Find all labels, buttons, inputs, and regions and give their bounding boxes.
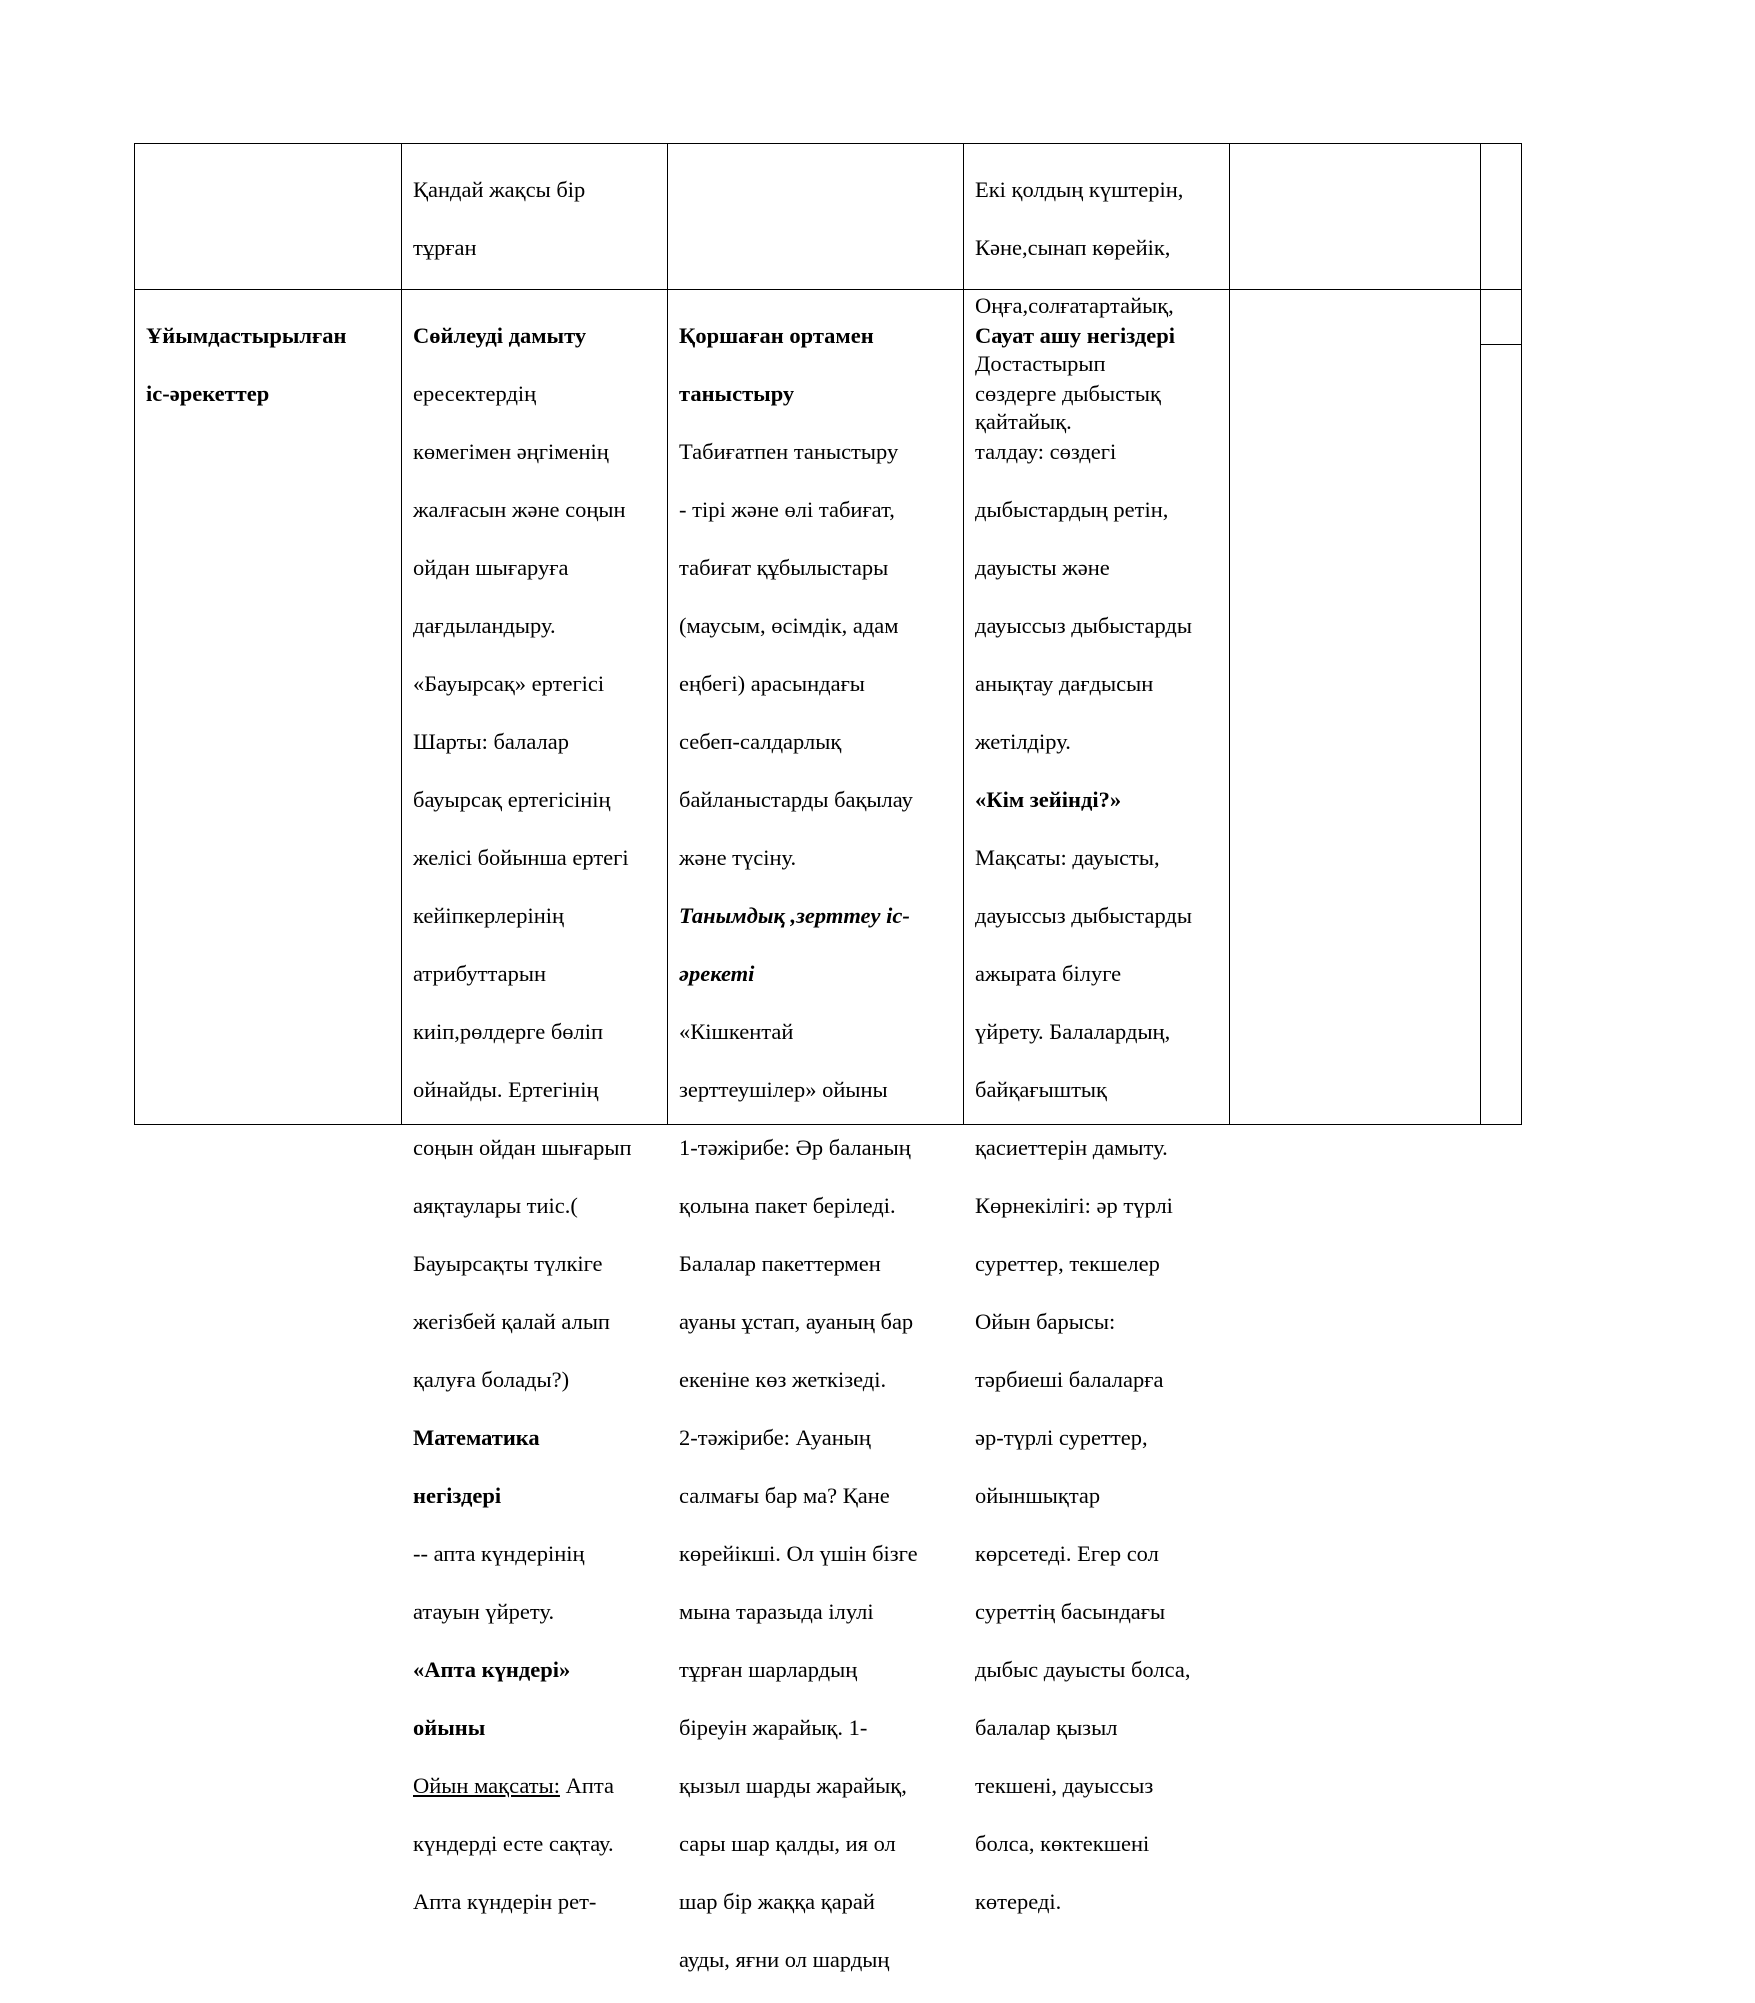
text-line: қолына пакет беріледі. [679, 1193, 896, 1218]
text-line: ересектердің [413, 381, 537, 406]
goal-text: Апта [559, 1773, 614, 1798]
text-line: ауаны ұстап, ауаның бар [679, 1309, 914, 1334]
text-line: анықтау дағдысын [975, 671, 1154, 696]
section-heading-math: Математика [413, 1425, 540, 1450]
text-line: сөздерге дыбыстық [975, 381, 1161, 406]
text-line: атауын үйрету. [413, 1599, 555, 1624]
row-divider [134, 289, 1522, 290]
text-line: дауыссыз дыбыстарды [975, 613, 1192, 638]
text-line: ойыншықтар [975, 1483, 1101, 1508]
text-line: болса, көктекшені [975, 1831, 1150, 1856]
col6-sub-divider [1480, 344, 1522, 345]
text-line: жетілдіру. [975, 729, 1071, 754]
text-line: соңын ойдан шығарып [413, 1135, 632, 1160]
text-line: жалғасын және соңын [413, 497, 626, 522]
poem-line: Достастырып [975, 351, 1106, 376]
text-line: себеп-салдарлық [679, 729, 842, 754]
section-heading-environment: Қоршаған ортамен [679, 323, 874, 348]
text-line: табиғат құбылыстары [679, 555, 889, 580]
text-line: байқағыштық [975, 1077, 1107, 1102]
text-line: дауыссыз дыбыстарды [975, 903, 1192, 928]
poem-line: тұрған [413, 235, 477, 260]
text-line: біреуін жарайық. 1- [679, 1715, 868, 1740]
text-line: 2-тәжірибе: Ауаның [679, 1425, 871, 1450]
text-line: атрибуттарын [413, 961, 546, 986]
text-line: көмегімен әңгіменің [413, 439, 609, 464]
text-line: дыбыс дауысты болса, [975, 1657, 1191, 1682]
text-line: еңбегі) арасындағы [679, 671, 865, 696]
poem-line: Қандай жақсы бір [413, 177, 586, 202]
col-divider-2 [667, 143, 668, 1125]
text-line: Көрнекілігі: әр түрлі [975, 1193, 1173, 1218]
text-line: - тірі және өлі табиғат, [679, 497, 895, 522]
text-line: балалар қызыл [975, 1715, 1118, 1740]
text-line: суреттің басындағы [975, 1599, 1166, 1624]
text-line: Апта күндерін рет- [413, 1889, 597, 1914]
table-left-border [134, 143, 135, 1125]
poem-line: Оңға,солғатартайық, [975, 293, 1174, 318]
row-header-organized-activities [146, 292, 398, 437]
text-line: Балалар пакеттермен [679, 1251, 881, 1276]
row-header-line: Ұйымдастырылған [146, 323, 347, 348]
row2-col3-cell [679, 292, 961, 2003]
text-line: Табиғатпен таныстыру [679, 439, 899, 464]
text-line: (маусым, өсімдік, адам [679, 613, 899, 638]
section-heading-game: ойыны [413, 1715, 486, 1740]
text-line: сары шар қалды, ия ол [679, 1831, 896, 1856]
table-top-border [134, 143, 1522, 144]
section-heading-literacy: Сауат ашу негіздері [975, 323, 1175, 348]
section-heading-math: негіздері [413, 1483, 502, 1508]
text-line: ойдан шығаруға [413, 555, 569, 580]
poem-line: қайтайық. [975, 409, 1072, 434]
text-line: шар бір жаққа қарай [679, 1889, 875, 1914]
text-line: екеніне көз жеткізеді. [679, 1367, 887, 1392]
text-line: суреттер, текшелер [975, 1251, 1160, 1276]
text-line: дағдыландыру. [413, 613, 556, 638]
section-heading-speech-development: Сөйлеуді дамыту [413, 323, 587, 348]
text-line: көрейікші. Ол үшін бізге [679, 1541, 918, 1566]
poem-line: Кәне,сынап көрейік, [975, 235, 1171, 260]
section-heading-research: Танымдық ,зерттеу іс- [679, 903, 910, 928]
text-line: ойнайды. Ертегінің [413, 1077, 599, 1102]
row2-col2-cell [413, 292, 665, 1945]
text-line: ажырата білуге [975, 961, 1122, 986]
row-header-line: іс-әрекеттер [146, 381, 270, 406]
text-line: Мақсаты: дауысты, [975, 845, 1160, 870]
text-line: киіп,рөлдерге бөліп [413, 1019, 604, 1044]
goal-label: Ойын мақсаты: [413, 1773, 560, 1798]
text-line: байланыстарды бақылау [679, 787, 913, 812]
text-line: қасиеттерін дамыту. [975, 1135, 1168, 1160]
text-line: -- апта күндерінің [413, 1541, 585, 1566]
row2-col4-cell [975, 292, 1227, 1945]
text-line: дыбыстардың ретін, [975, 497, 1169, 522]
text-line: қызыл шарды жарайық, [679, 1773, 907, 1798]
text-line: 1-тәжірибе: Әр баланың [679, 1135, 911, 1160]
goal-line [413, 1771, 665, 1800]
section-heading-game: «Апта күндері» [413, 1657, 571, 1682]
text-line: талдау: сөздегі [975, 439, 1117, 464]
text-line: «Кішкентай [679, 1019, 794, 1044]
section-heading-research: әрекеті [679, 961, 755, 986]
text-line: текшені, дауыссыз [975, 1773, 1154, 1798]
text-line: зерттеушілер» ойыны [679, 1077, 888, 1102]
row1-col2-cell [413, 146, 663, 291]
text-line: үйрету. Балалардың, [975, 1019, 1171, 1044]
text-line: аяқтаулары тиіс.( [413, 1193, 578, 1218]
text-line: көрсетеді. Егер сол [975, 1541, 1159, 1566]
text-line: ауды, яғни ол шардың [679, 1947, 890, 1972]
text-line: дауысты және [975, 555, 1110, 580]
col-divider-4 [1229, 143, 1230, 1125]
poem-line: Екі қолдың күштерін, [975, 177, 1184, 202]
text-line: күндерді есте сақтау. [413, 1831, 614, 1856]
col-divider-3 [963, 143, 964, 1125]
text-line: әр-түрлі суреттер, [975, 1425, 1148, 1450]
text-line: тәрбиеші балаларға [975, 1367, 1164, 1392]
table-right-border [1521, 143, 1522, 1125]
text-line: Ойын барысы: [975, 1309, 1116, 1334]
text-line: салмағы бар ма? Қане [679, 1483, 890, 1508]
text-line: бауырсақ ертегісінің [413, 787, 611, 812]
section-heading-environment: таныстыру [679, 381, 795, 406]
text-line: мына таразыда ілулі [679, 1599, 874, 1624]
text-line: желісі бойынша ертегі [413, 845, 629, 870]
text-line: қалуға болады?) [413, 1367, 570, 1392]
col-divider-5 [1480, 143, 1481, 1125]
text-line: көтереді. [975, 1889, 1062, 1914]
text-line: және түсіну. [679, 845, 797, 870]
section-heading-attention-game: «Кім зейінді?» [975, 787, 1122, 812]
text-line: «Бауырсақ» ертегісі [413, 671, 605, 696]
text-line: тұрған шарлардың [679, 1657, 858, 1682]
text-line: Бауырсақты түлкіге [413, 1251, 603, 1276]
text-line: жегізбей қалай алып [413, 1309, 610, 1334]
text-line: кейіпкерлерінің [413, 903, 565, 928]
text-line: Шарты: балалар [413, 729, 569, 754]
col-divider-1 [401, 143, 402, 1125]
